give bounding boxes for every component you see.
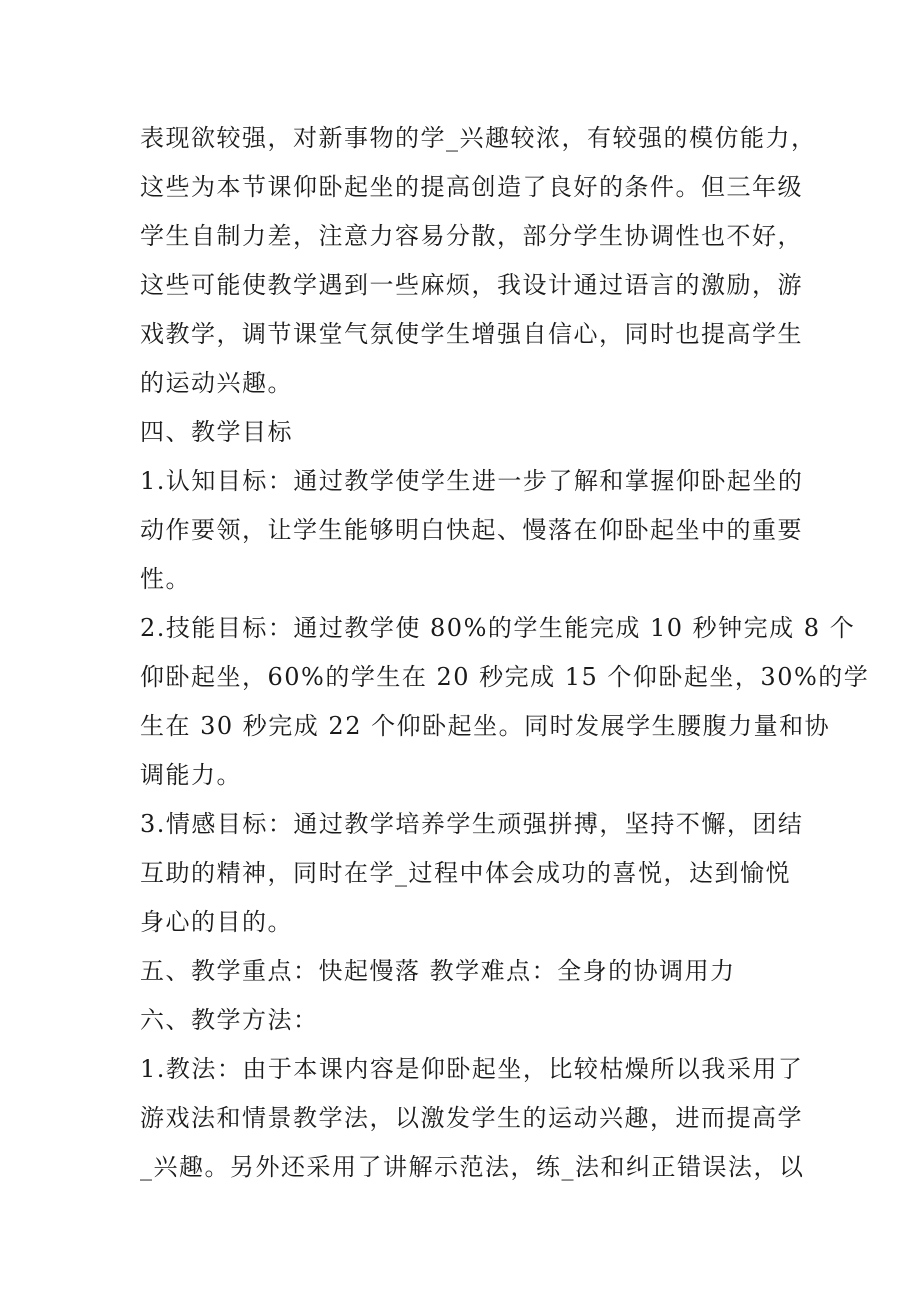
text-line: 性。 bbox=[140, 565, 191, 593]
text-line: _兴趣。另外还采用了讲解示范法，练_法和纠正错误法，以 bbox=[140, 1153, 805, 1181]
text-line: 动作要领，让学生能够明白快起、慢落在仰卧起坐中的重要 bbox=[140, 516, 803, 544]
text-line: 1.认知目标：通过教学使学生进一步了解和掌握仰卧起坐的 bbox=[140, 467, 804, 495]
section-heading-teaching-methods: 六、教学方法： bbox=[140, 1006, 319, 1034]
text-line: 3.情感目标：通过教学培养学生顽强拼搏，坚持不懈，团结 bbox=[140, 810, 804, 838]
text-line: 这些可能使教学遇到一些麻烦，我设计通过语言的激励，游 bbox=[140, 271, 803, 299]
text-line: 仰卧起坐，60%的学生在 20 秒完成 15 个仰卧起坐，30%的学 bbox=[140, 663, 870, 691]
text-line: 1.教法：由于本课内容是仰卧起坐，比较枯燥所以我采用了 bbox=[140, 1055, 804, 1083]
text-line: 身心的目的。 bbox=[140, 908, 293, 936]
text-line: 互助的精神，同时在学_过程中体会成功的喜悦，达到愉悦 bbox=[140, 859, 791, 887]
section-heading-key-points: 五、教学重点：快起慢落 教学难点：全身的协调用力 bbox=[140, 957, 736, 985]
text-line: 游戏法和情景教学法，以激发学生的运动兴趣，进而提高学 bbox=[140, 1104, 803, 1132]
text-line: 戏教学，调节课堂气氛使学生增强自信心，同时也提高学生 bbox=[140, 320, 803, 348]
text-line: 2.技能目标：通过教学使 80%的学生能完成 10 秒钟完成 8 个 bbox=[140, 614, 856, 642]
section-heading-teaching-goals: 四、教学目标 bbox=[140, 418, 293, 446]
text-line: 学生自制力差，注意力容易分散，部分学生协调性也不好， bbox=[140, 222, 803, 250]
text-line: 的运动兴趣。 bbox=[140, 369, 293, 397]
text-line: 生在 30 秒完成 22 个仰卧起坐。同时发展学生腰腹力量和协 bbox=[140, 712, 831, 740]
text-line: 调能力。 bbox=[140, 761, 242, 789]
text-line: 这些为本节课仰卧起坐的提高创造了良好的条件。但三年级 bbox=[140, 173, 803, 201]
text-line: 表现欲较强，对新事物的学_兴趣较浓，有较强的模仿能力， bbox=[140, 124, 817, 152]
document-body bbox=[140, 114, 870, 1192]
